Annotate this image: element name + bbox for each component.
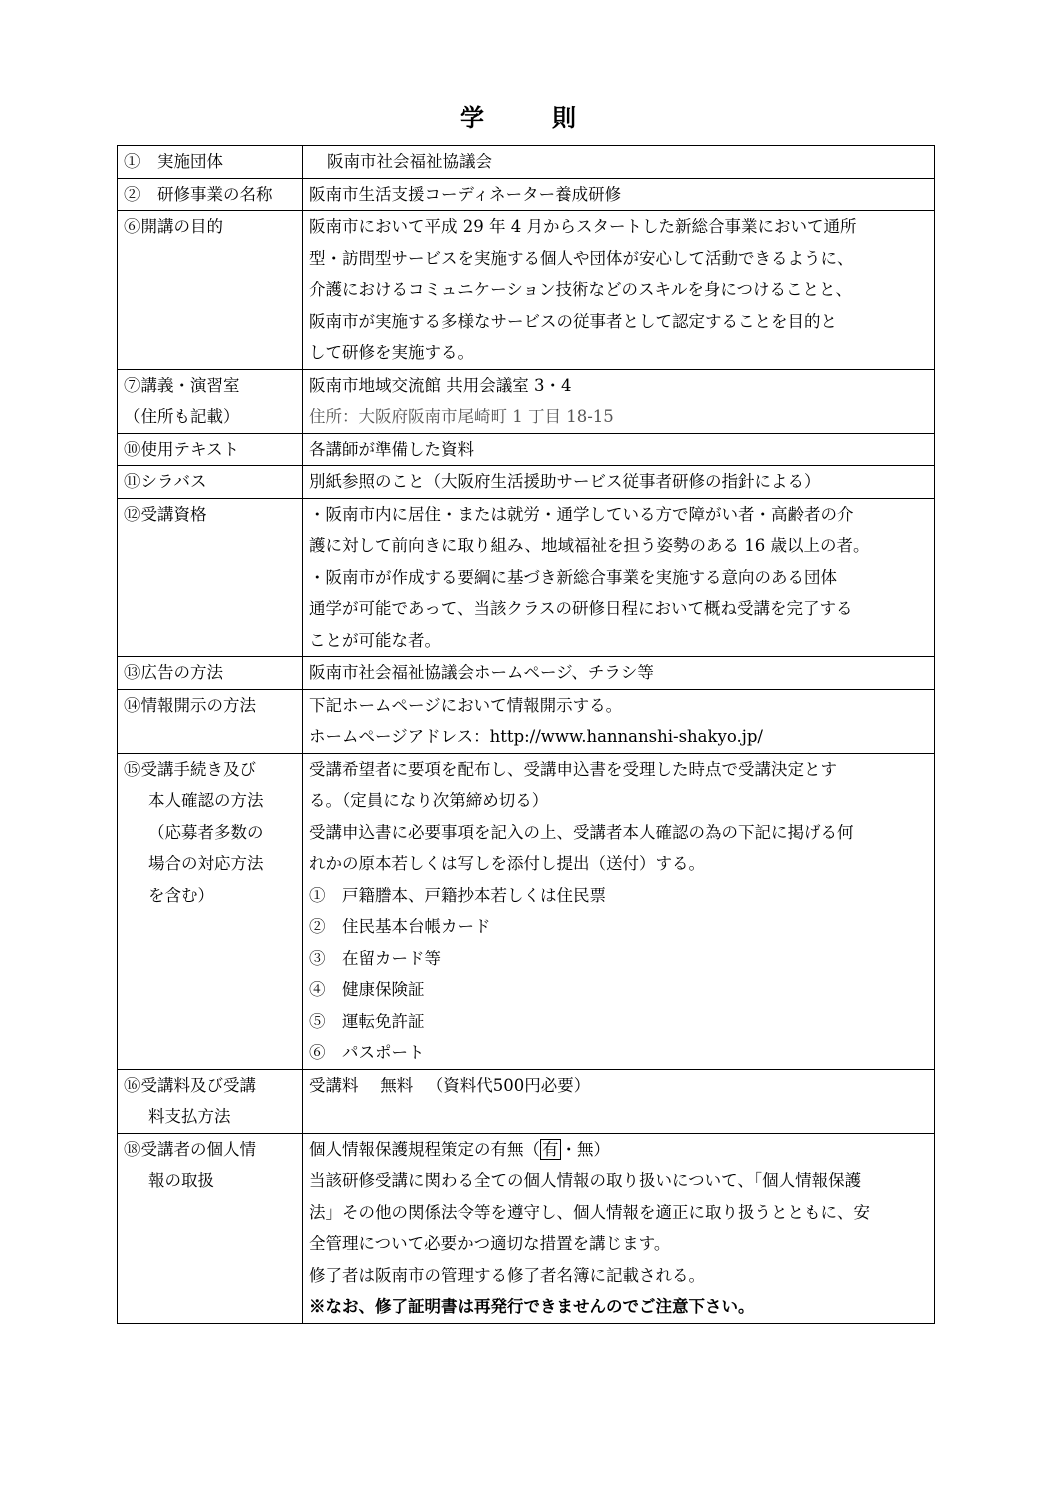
address-line: 住所：大阪府阪南市尾崎町 1 丁目 18-15: [309, 407, 614, 426]
rules-table: [117, 145, 935, 1324]
row-content: 各講師が準備した資料: [303, 433, 935, 466]
table-row: [118, 146, 935, 179]
row-label: ② 研修事業の名称: [118, 178, 303, 211]
page-title: 学 則: [460, 104, 598, 132]
row-content: 受講料 無料 （資料代500円必要）: [303, 1069, 935, 1133]
table-row: [118, 211, 935, 370]
row-label: ① 実施団体: [118, 146, 303, 179]
row-label: ⑥開講の目的: [118, 211, 303, 370]
table-row: [118, 1069, 935, 1133]
row-label: ⑱受講者の個人情 報の取扱: [118, 1133, 303, 1323]
table-row: [118, 689, 935, 753]
row-content: ・阪南市内に居住・または就労・通学している方で障がい者・高齢者の介 護に対して前向きに取り組み、地域福祉を担う姿勢のある 16 歳以上の者。 ・阪南市が作成する要綱に基づき新総合事業を実施する意向のある団体 通学が可能であって、当該クラスの研修日程において概ね受講を完了する ことが可能な者。: [303, 498, 935, 657]
selected-option-box: 有: [542, 1139, 559, 1159]
list-item: ① 戸籍謄本、戸籍抄本若しくは住民票: [309, 885, 606, 905]
table-row: [118, 369, 935, 433]
homepage-address: ホームページアドレス：http://www.hannanshi-shakyo.jp/: [309, 727, 763, 746]
table-row: [118, 433, 935, 466]
row-content: 受講希望者に要項を配布し、受講申込書を受理した時点で受講決定とす る。（定員になり次第締め切る） 受講申込書に必要事項を記入の上、受講者本人確認の為の下記に掲げる何 れかの原本若しくは写しを添付し提出（送付）する。 ① 戸籍謄本、戸籍抄本若しくは住民票 ② 住民基本台帳カード ③ 在留カード等 ④ 健康保険証 ⑤ 運転免許証 ⑥ パスポート: [303, 753, 935, 1069]
notice-text: ※なお、修了証明書は再発行できませんのでご注意下さい。: [309, 1297, 755, 1316]
row-label: ⑮受講手続き及び 本人確認の方法 （応募者多数の 場合の対応方法 を含む）: [118, 753, 303, 1069]
row-label: ⑪シラバス: [118, 466, 303, 499]
table-row: [118, 753, 935, 1069]
row-content: 阪南市社会福祉協議会ホームページ、チラシ等: [303, 657, 935, 690]
table-row: [118, 1133, 935, 1323]
row-content: 阪南市生活支援コーディネーター養成研修: [303, 178, 935, 211]
row-label: ⑯受講料及び受講 料支払方法: [118, 1069, 303, 1133]
row-label: ⑫受講資格: [118, 498, 303, 657]
row-content: 別紙参照のこと（大阪府生活援助サービス従事者研修の指針による）: [303, 466, 935, 499]
list-item: ⑥ パスポート: [309, 1043, 425, 1062]
row-content: 下記ホームページにおいて情報開示する。 ホームページアドレス：http://www.hannanshi-shakyo.jp/: [303, 689, 935, 753]
list-item: ⑤ 運転免許証: [309, 1011, 425, 1031]
row-content: 個人情報保護規程策定の有無（ 有 ・無） 当該研修受講に関わる全ての個人情報の取り扱いについて、「個人情報保護 法」その他の関係法令等を遵守し、個人情報を適正に取り扱うとともに、安 全管理について必要かつ適切な措置を講じます。 修了者は阪南市の管理する修了者名簿に記載される。 ※なお、修了証明書は再発行できませんのでご注意下さい。: [303, 1133, 935, 1323]
row-label: ⑩使用テキスト: [118, 433, 303, 466]
list-item: ② 住民基本台帳カード: [309, 917, 491, 936]
row-label: ⑭情報開示の方法: [118, 689, 303, 753]
table-row: [118, 498, 935, 657]
table-row: [118, 178, 935, 211]
table-row: [118, 466, 935, 499]
row-label: ⑦講義・演習室 （住所も記載）: [118, 369, 303, 433]
row-content: 阪南市社会福祉協議会: [303, 146, 935, 179]
list-item: ③ 在留カード等: [309, 948, 441, 968]
row-label: ⑬広告の方法: [118, 657, 303, 690]
table-row: [118, 657, 935, 690]
list-item: ④ 健康保険証: [309, 980, 425, 999]
row-content: 阪南市地域交流館 共用会議室 3・4 住所：大阪府阪南市尾崎町 1 丁目 18-15: [303, 369, 935, 433]
row-content: 阪南市において平成 29 年 4 月からスタートした新総合事業において通所 型・訪問型サービスを実施する個人や団体が安心して活動できるように、 介護におけるコミュニケーション技術などのスキルを身につけることと、 阪南市が実施する多様なサービスの従事者として認定することを目的と して研修を実施する。: [303, 211, 935, 370]
